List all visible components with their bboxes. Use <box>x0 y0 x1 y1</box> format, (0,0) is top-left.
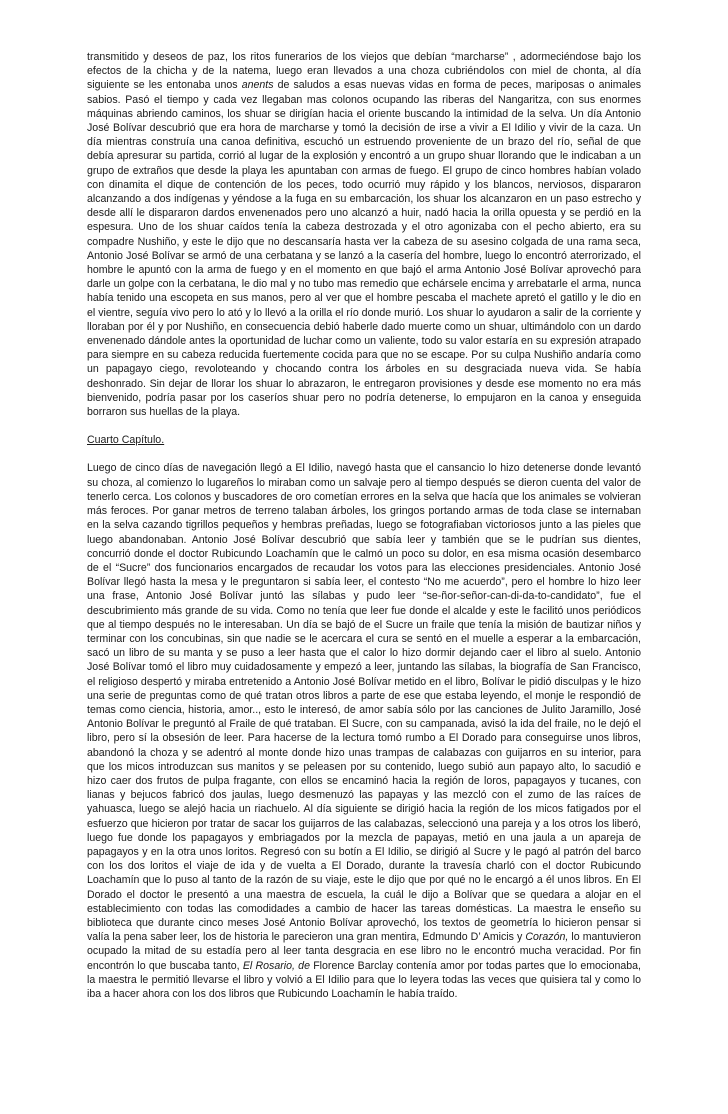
text-run: Florence Barclay contenía amor por todas partes que lo emocionaba, la maestra le permitió llevarse el libro y volvió a El Idilio para que lo leyera todas las veces que quisiera tal y como lo iba a hacer ahora con los dos libros que Rubicundo Loachamín le había traído. <box>87 959 641 1000</box>
paragraph-spacer <box>87 447 641 461</box>
text-run: lo mantuvieron ocupado la mitad de su estadía pero al leer tanta desgracia en ese libro no le encontró mucha veracidad. Por fin encontrón lo que buscaba tanto, <box>87 931 641 972</box>
document-page <box>87 50 641 1001</box>
italic-title-el-rosario: El Rosario, de <box>242 959 310 972</box>
text-run: transmitido y deseos de paz, los ritos funerarios de los viejos que debían “marcharse” , adormeciéndose bajo los efectos de la chicha y de la natema, luego eran llevados a una choza cubriéndolos con miel de chonta, al día siguiente se les entonaba unos <box>87 51 641 92</box>
chapter-heading: Cuarto Capítulo. <box>87 434 165 447</box>
italic-title-corazon: Corazón, <box>525 931 569 944</box>
text-run: de saludos a esas nuevas vidas en forma de peces, mariposas o animales sabios. Pasó el tiempo y cada vez llegaban mas colonos ocupando las riberas del Nangaritza, con sus enormes máquinas abriendo caminos, los shuar se dirigían hacia el oriente buscando la intimidad de la selva. Un día Antonio José Bolívar descubrió que era hora de marcharse y tomó la decisión de irse a vivir a El Idilio y vivir de la caza. Un día mientras construía una canoa definitiva, escuchó un estruendo proveniente de un brazo del río, señal de que debía apresurar su partida, corrió al lugar de la explosión y encontró a un grupo shuar llorando que le indicaban a un grupo de extraños que desde la playa les apuntaban con armas de fuego. El grupo de cinco hombres habían volado con dinamita el dique de contención de los peces, todo ocurrió muy rápido y los blancos, nerviosos, dispararon alcanzando a dos indígenas y yéndose a la fuga en su embarcación, los shuar los alcanzaron en un paso estrecho y desde allí le dispararon dardos envenenados pero uno alcanzó a huir, nadó hacia la orilla opuesta y se perdió en la espesura. Uno de los shuar caídos tenía la cabeza destrozada y el otro agonizaba con el pecho abierto, era su compadre Nushiño, y este le dijo que no descansaría hasta ver la cabeza de su asesino colgada de una rama seca, Antonio José Bolívar se armó de una cerbatana y se lanzó a la casería del hombre, luego lo encontró aterrorizado, el hombre le apuntó con la arma de fuego y en el momento en que bajó el arma Antonio José Bolívar aprovechó para darle un golpe con la cerbatana, le dio mal y no tubo mas remedio que echársele encima y arrebatarle el arma, nunca había tenido una escopeta en sus manos, pero al ver que el hombre pescaba el machete apretó el gatillo y le dio en el vientre, seguía vivo pero lo ató y lo llevó a la orilla el río donde murió. Los shuar lo ayudaron a salir de la corriente y lloraban por él y por Nushiño, en consecuencia debió haberle dado muerte como un shuar, ultimándolo con un dardo envenenado dándole antes la oportunidad de luchar como un valiente, todo su valor estaría en su expresión atrapado para siempre en su cabeza reducida fuertemente cocida para que no se escape. Por su culpa Nushiño andaría como un papagayo ciego, revoloteando y chocando contra los árboles en su desgraciada nueva vida. Se había deshonrado. Sin dejar de llorar los shuar lo abrazaron, le entregaron provisiones y desde ese momento no era más bienvenido, podría pasar por los caseríos shuar pero no podría detenerse, lo empujaron en la canoa y enseguida borraron sus huellas de la playa. <box>87 79 642 419</box>
italic-word-anents: anents <box>241 79 274 92</box>
text-run: Luego de cinco días de navegación llegó a El Idilio, navegó hasta que el cansancio lo hizo detenerse donde levantó su choza, al comienzo lo lugareños lo miraban como un salvaje pero al tiempo después se dieron cuenta del valor de tenerlo cerca. Los colonos y buscadores de oro cometían errores en la selva que hacía que los animales se volvieran más feroces. Por ganar metros de terreno talaban árboles, los gringos portando armas de toda clase se internaban en la selva cazando tigrillos pequeños y hembras preñadas, luego se fotografiaban victoriosos junto a las pieles que luego abandonaban. Antonio José Bolívar descubrió que sabía leer y también que se le pudrían sus dientes, concurrió donde el doctor Rubicundo Loachamín que le calmó un poco su dolor, en esa misma ocasión desembarco de el “Sucre” dos funcionarios encargados de recaudar los votos para las elecciones presidenciales. Antonio José Bolívar llegó hasta la mesa y le preguntaron si sabía leer, el contesto “No me acuerdo”, pero el hombre lo hizo leer una frase, Antonio José Bolívar juntó las sílabas y pudo leer “se-ñor-señor-can-di-da-to-candidato”, fue el descubrimiento más grande de su vida. Como no tenía que leer fue donde el alcalde y este le facilitó unos periódicos que al tiempo después no le interesaban. Un día se bajó de el Sucre un fraile que tenía la misión de bautizar niños y terminar con los concubinas, sin que nadie se le acercara el cura se sentó en el muelle a esperar a la embarcación, sacó un libro de su manta y se puso a leer hasta que el calor lo hizo dormir dejando caer el libro al suelo. Antonio José Bolívar tomó el libro muy cuidadosamente y empezó a leer, juntando las sílabas, la biografía de San Francisco, el religioso despertó y miraba entretenido a Antonio José Bolívar metido en el libro, Bolívar le pidió disculpas y le hizo una serie de preguntas como de qué tratan otros libros a parte de ese que estaba leyendo, el monje le respondió de temas como ciencia, historia, amor.., esto le interesó, de amor sabía sólo por las canciones de Julito Jaramillo, José Antonio Bolívar le preguntó al Fraile de qué trataban. El Sucre, con su campanada, avisó la ida del fraile, no le dejó el libro, pero sí la obsesión de leer. Para hacerse de la lectura tomó rumbo a El Dorado para conseguirse unos libros, abandonó la choza y se adentró al monte donde hizo unas trampas de calabazas con guijarros en su interior, para que los micos introduzcan sus manitos y se peleasen por su contenido, luego subió aun papayo alto, lo sacudió e hizo caer dos frutos de pulpa fragante, con ellos se encaminó hacia la región de loros, papagayos y tucanes, con lianas y bejucos fabricó dos jaulas, luego desmenuzó las papayas y las mezcló con el zumo de las raíces de yahuasca, luego se alejó hacia un riachuelo. Al día siguiente se dirigió hacia la región de los micos fatigados por el esfuerzo que hicieron por tratar de sacar los guijarros de las calabazas, seleccionó una pareja y a los otros los liberó, luego fue donde los papagayos y embriagados por la mezcla de papayas, metió en una jaula a un apareja de papagayos y en la otra unos loritos. Regresó con su botín a El Idilio, se dirigió al Sucre y le pagó al patrón del barco con los dos loritos el viaje de ida y de vuelta a El Dorado, durante la travesía charló con el doctor Rubicundo Loachamín que lo puso al tanto de la razón de su viaje, este le dijo que por qué no le encargó a él unos libros. En El Dorado el doctor le presentó a una maestra de escuela, la cuál le dijo a Bolívar que se quedara a alojar en el establecimiento con todas las comodidades a cambio de hacer las tareas domésticas. La maestra le enseño su biblioteca que durante cinco meses José Antonio Bolívar aprovechó, los textos de geometría lo hicieron pensar si valía la pena saber leer, los de historia le parecieron una gran mentira, Edmundo D’ Amicis y <box>87 462 641 944</box>
paragraph-funeral-rites-and-exile <box>87 50 641 419</box>
paragraph-chapter-four-body <box>87 461 641 1001</box>
paragraph-spacer <box>87 419 641 433</box>
